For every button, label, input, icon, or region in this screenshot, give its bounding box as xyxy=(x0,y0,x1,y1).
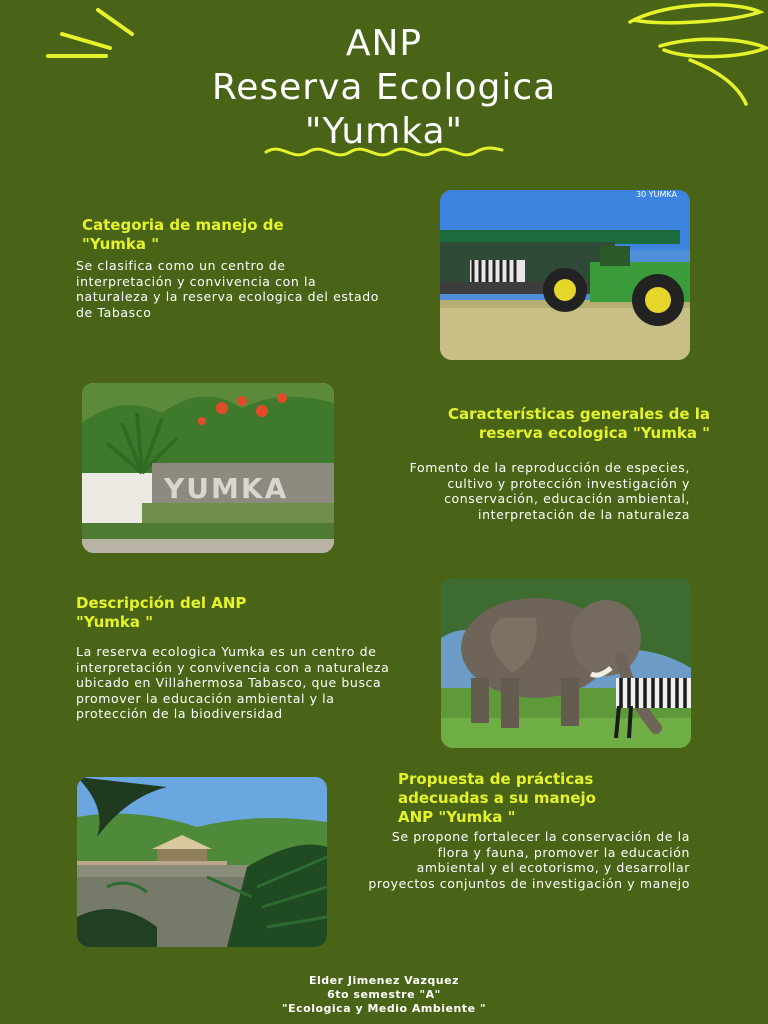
section-3-heading xyxy=(76,594,376,632)
section-3-heading-line-1: Descripción del ANP xyxy=(76,594,247,612)
section-4-heading-line-3: ANP "Yumka " xyxy=(398,808,516,826)
section-4-heading-line-1: Propuesta de prácticas xyxy=(398,770,594,788)
title-line-anp: ANP xyxy=(345,23,423,64)
yumka-sign-garden-photo xyxy=(82,383,334,553)
photo-1-logo-text: 30 YUMKA xyxy=(636,190,677,199)
author-semester: 6to semestre "A" xyxy=(327,988,441,1001)
tractor-safari-photo xyxy=(440,190,690,360)
section-4-heading-line-2: adecuadas a su manejo xyxy=(398,789,596,807)
author-credits xyxy=(0,974,768,1016)
author-name: Elder Jimenez Vazquez xyxy=(309,974,459,987)
section-4-body: Se propone fortalecer la conservación de la flora y fauna, promover la educación ambiental y el ecotorismo, y desarrollar proyectos conjuntos de investigación y manejo xyxy=(368,829,690,891)
section-2-heading xyxy=(340,405,710,443)
course-name: "Ecologica y Medio Ambiente " xyxy=(281,1002,487,1015)
section-2-body: Fomento de la reproducción de especies, cultivo y protección investigación y conservación, educación ambiental, interpretación de la naturaleza xyxy=(409,460,690,522)
title-line-reserva: Reserva Ecologica xyxy=(211,67,557,108)
poster-title xyxy=(0,22,768,154)
section-1-heading-line-1: Categoria de manejo de xyxy=(82,216,284,234)
photo-2-sign-text: YUMKA xyxy=(164,472,289,505)
section-3-heading-line-2: "Yumka " xyxy=(76,613,154,631)
section-3-body: La reserva ecologica Yumka es un centro de interpretación y convivencia con a naturaleza ubicado en Villahermosa Tabasco, que busca promover la educación ambiental y la protección de la biodiversidad xyxy=(76,644,390,721)
lake-palapa-photo xyxy=(77,777,327,947)
section-1-heading xyxy=(82,216,402,254)
section-4-heading xyxy=(398,770,708,827)
section-1-body: Se clasifica como un centro de interpretación y convivencia con la naturaleza y la reserva ecologica del estado de Tabasco xyxy=(76,258,380,320)
section-2-heading-line-2: reserva ecologica "Yumka " xyxy=(478,424,710,442)
section-2-heading-line-1: Características generales de la xyxy=(448,405,710,423)
section-1-heading-line-2: "Yumka " xyxy=(82,235,160,253)
elephant-zebra-photo xyxy=(441,578,691,748)
title-line-yumka: "Yumka" xyxy=(304,111,464,152)
